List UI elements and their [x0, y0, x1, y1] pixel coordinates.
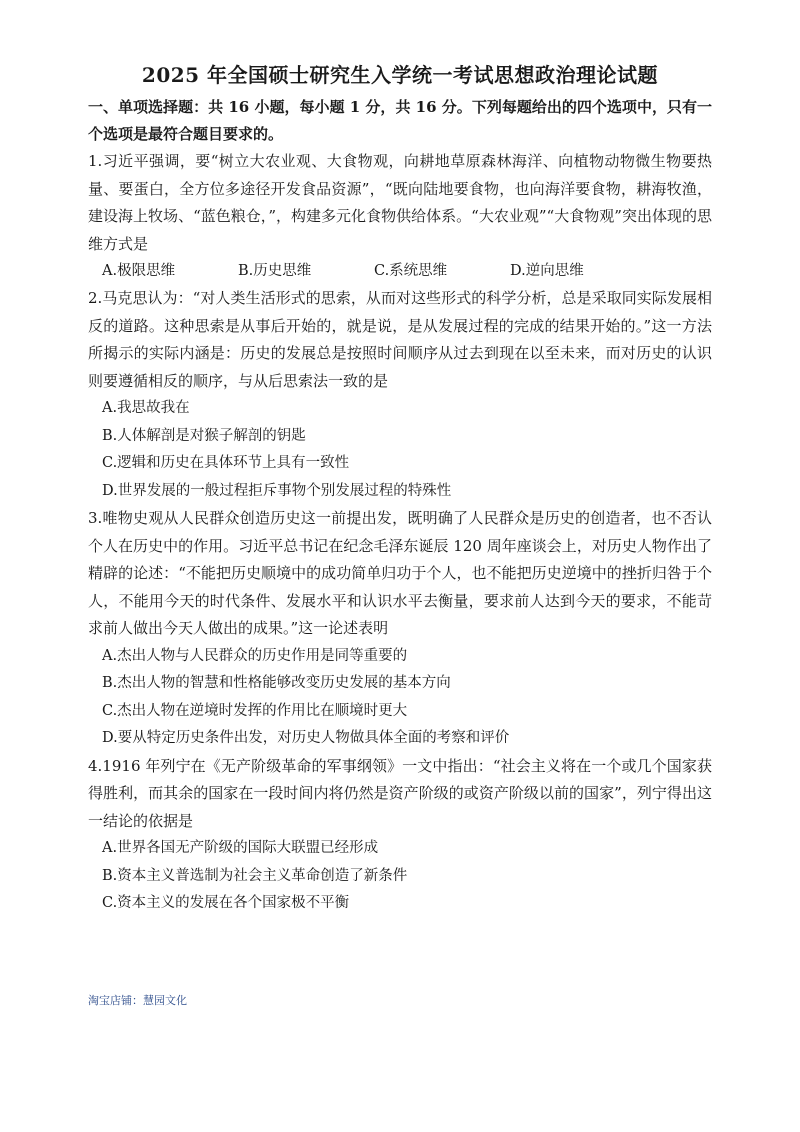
option-d: D.世界发展的一般过程拒斥事物个别发展过程的特殊性: [102, 482, 452, 499]
option-list: [88, 258, 712, 285]
option-a: A.杰出人物与人民群众的历史作用是同等重要的: [102, 647, 408, 664]
option-b: B.资本主义普选制为社会主义革命创造了新条件: [102, 867, 408, 884]
option-c: C.杰出人物在逆境时发挥的作用比在顺境时更大: [102, 702, 408, 719]
page-title: 2025 年全国硕士研究生入学统一考试思想政治理论试题: [141, 63, 659, 87]
option-b: B.杰出人物的智慧和性格能够改变历史发展的基本方向: [102, 675, 451, 691]
option-a: A.我思故我在: [102, 400, 190, 416]
question-stem: 4.1916 年列宁在《无产阶级革命的军事纲领》一文中指出：“社会主义将在一个或几个国家获得胜利，而其余的国家在一段时间内将仍然是资产阶级的或资产阶级以前的国家”，列宁得出这一结论的依据是: [88, 756, 712, 830]
question-2: [88, 285, 712, 505]
option-c: C.资本主义的发展在各个国家极不平衡: [102, 895, 350, 911]
option-b: B.人体解剖是对猴子解剖的钥匙: [102, 427, 306, 444]
option-c: C.系统思维: [374, 263, 448, 279]
question-stem: 2.马克思认为：“对人类生活形式的思索，从而对这些形式的科学分析，总是采取同实际发展相反的道路。这种思索是从事后开始的，就是说，是从发展过程的完成的结果开始的。”这一方法所揭示的实际内涵是：历史的发展总是按照时间顺序从过去到现在以至未来，而对历史的认识则要遵循相反的顺序，与从后思索法一致的是: [88, 289, 712, 390]
option-a: A.世界各国无产阶级的国际大联盟已经形成: [102, 840, 379, 856]
option-d: D.逆向思维: [510, 263, 584, 279]
question-stem: 3.唯物史观从人民群众创造历史这一前提出发，既明确了人民群众是历史的创造者，也不否认个人在历史中的作用。习近平总书记在纪念毛泽东诞辰 120 周年座谈会上，对历史人物作出了精辟的论述：“不能把历史顺境中的成功简单归功于个人，也不能把历史逆境中的挫折归咎于个人，不能用今天的时代条件、发展水平和认识水平去衡量，要求前人达到今天的要求，不能苛求前人做出今天人做出的成果。”这一论述表明: [88, 509, 712, 637]
option-a: A.极限思维: [102, 263, 176, 279]
question-4: [88, 753, 712, 918]
question-1: [88, 148, 712, 285]
option-b: B.历史思维: [238, 263, 312, 279]
question-stem: 1.习近平强调，要“树立大农业观、大食物观，向耕地草原森林海洋、向植物动物微生物要热量、要蛋白，全方位多途径开发食品资源”，“既向陆地要食物，也向海洋要食物，耕海牧渔，建设海上牧场、“蓝色粮仓，”，构建多元化食物供给体系。“大农业观”“大食物观”突出体现的思维方式是: [88, 152, 712, 253]
option-d: D.要从特定历史条件出发，对历史人物做具体全面的考察和评价: [102, 730, 510, 746]
section-heading: 一、单项选择题：共 16 小题，每小题 1 分，共 16 分。下列每题给出的四个选项中，只有一个选项是最符合题目要求的。: [88, 98, 712, 143]
question-3: [88, 505, 712, 753]
option-c: C.逻辑和历史在具体环节上具有一致性: [102, 455, 350, 471]
shop-watermark: 淘宝店铺：慧园文化: [88, 994, 187, 1007]
